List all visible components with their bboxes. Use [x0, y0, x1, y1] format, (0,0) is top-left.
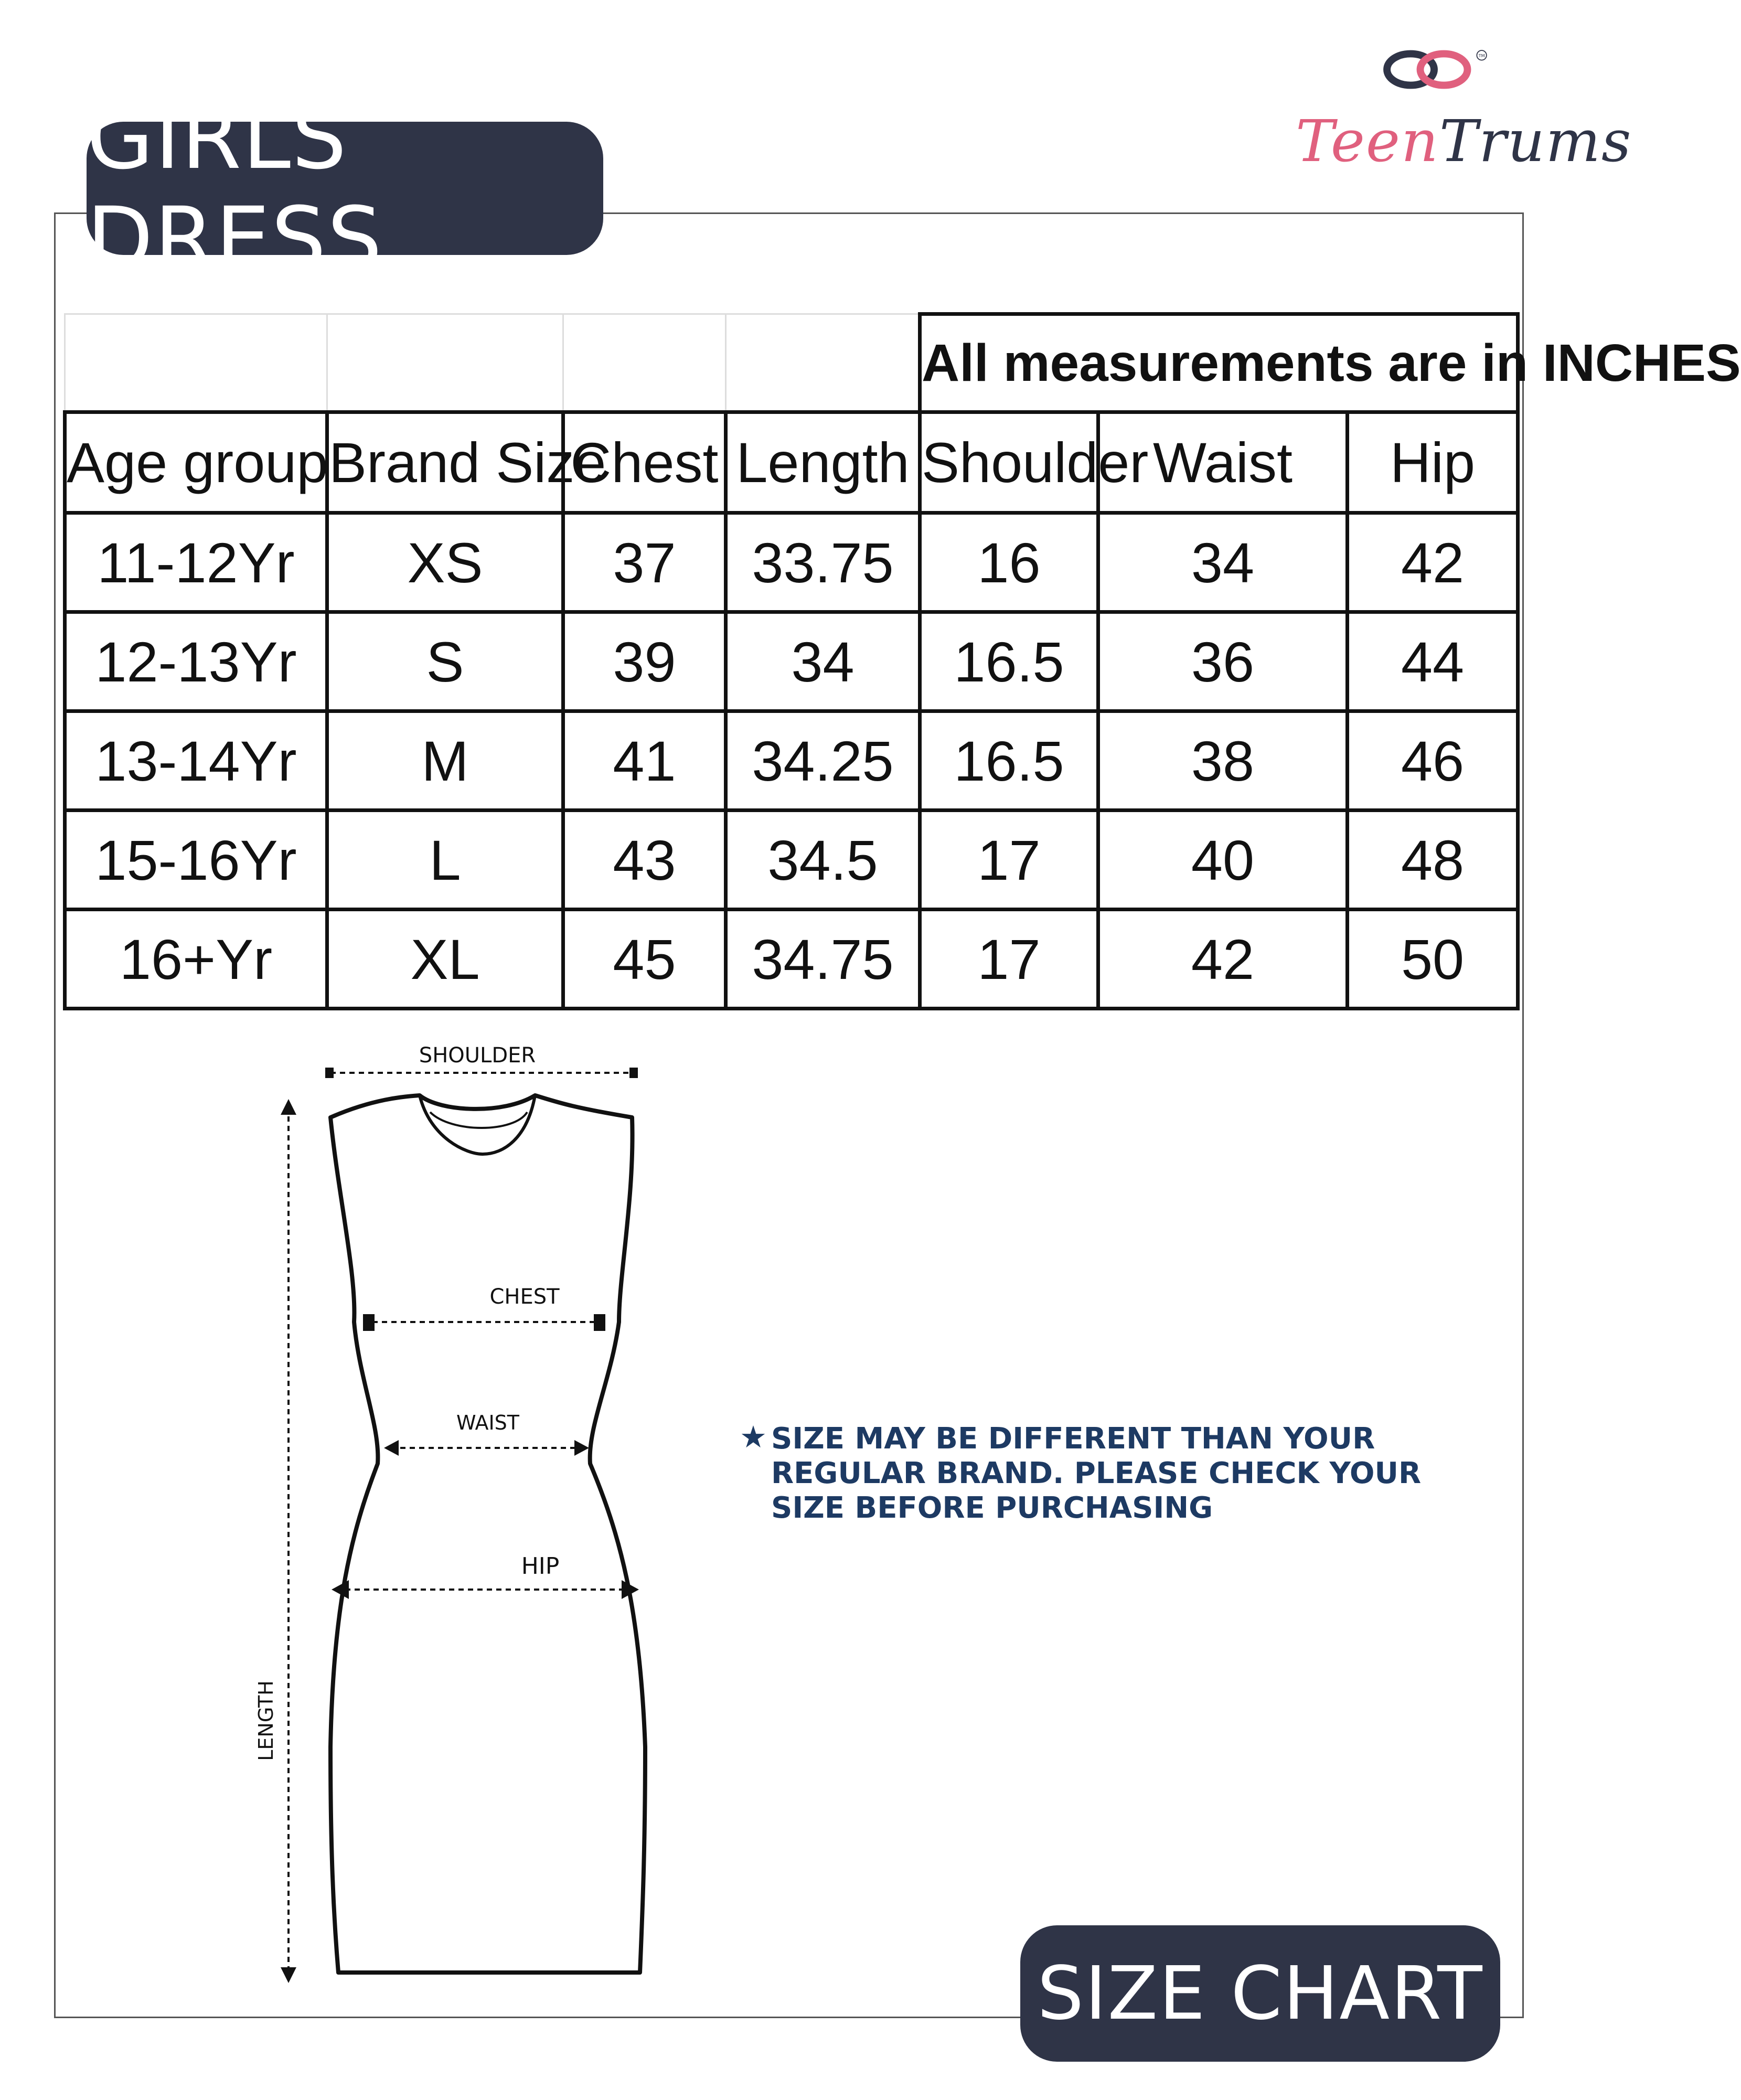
table-cell: 34.5: [726, 811, 920, 910]
table-cell: S: [327, 612, 563, 711]
page-title: GIRLS DRESS: [87, 122, 603, 255]
table-row: [65, 811, 1518, 910]
notice-line: REGULAR BRAND. PLEASE CHECK YOUR: [771, 1456, 1422, 1490]
table-cell: 48: [1348, 811, 1518, 910]
table-cell: 11-12Yr: [65, 513, 327, 612]
table-row: [65, 612, 1518, 711]
sizing-notice: [740, 1419, 1422, 1526]
table-cell: 42: [1348, 513, 1518, 612]
table-cell: 16: [920, 513, 1098, 612]
table-row: [65, 910, 1518, 1009]
table-cell: 50: [1348, 910, 1518, 1009]
table-cell: 39: [563, 612, 726, 711]
column-header: Waist: [1098, 412, 1348, 513]
table-cell: 37: [563, 513, 726, 612]
table-cell: 34.75: [726, 910, 920, 1009]
waist-label: WAIST: [456, 1411, 520, 1434]
table-cell: 36: [1098, 612, 1348, 711]
trademark-mark: TM: [1478, 53, 1485, 58]
shoulder-label: SHOULDER: [419, 1043, 536, 1068]
brand-wordmark: TeenTrums: [1296, 108, 1632, 175]
table-cell: 34.25: [726, 711, 920, 811]
table-row: [65, 711, 1518, 811]
column-header: Shoulder: [920, 412, 1098, 513]
units-note: All measurements are in INCHES: [920, 314, 1518, 412]
table-cell: XS: [327, 513, 563, 612]
table-cell: 34: [1098, 513, 1348, 612]
table-cell: 15-16Yr: [65, 811, 327, 910]
column-header: Age group: [65, 412, 327, 513]
star-icon: ★: [740, 1419, 767, 1455]
table-cell: 17: [920, 811, 1098, 910]
table-cell: 45: [563, 910, 726, 1009]
size-chart-label: SIZE CHART: [1020, 1925, 1500, 2062]
dress-diagram: [220, 1028, 692, 1994]
table-cell: 12-13Yr: [65, 612, 327, 711]
table-row: [65, 513, 1518, 612]
table-cell: 16+Yr: [65, 910, 327, 1009]
chest-label: CHEST: [489, 1285, 560, 1309]
table-note-row: [65, 314, 1518, 412]
size-table: [63, 312, 1741, 1010]
column-header: Hip: [1348, 412, 1518, 513]
column-header: Brand Size: [327, 412, 563, 513]
table-cell: L: [327, 811, 563, 910]
table-cell: 44: [1348, 612, 1518, 711]
table-header-row: [65, 412, 1518, 513]
table-cell: 17: [920, 910, 1098, 1009]
notice-line: SIZE BEFORE PURCHASING: [771, 1491, 1213, 1525]
table-cell: 38: [1098, 711, 1348, 811]
hip-label: HIP: [521, 1553, 560, 1580]
notice-line: SIZE MAY BE DIFFERENT THAN YOUR: [771, 1422, 1375, 1456]
table-cell: 13-14Yr: [65, 711, 327, 811]
blank-cell: [65, 314, 327, 412]
blank-cell: [563, 314, 726, 412]
table-cell: 41: [563, 711, 726, 811]
column-header: Length: [726, 412, 920, 513]
blank-cell: [327, 314, 563, 412]
table-cell: 16.5: [920, 711, 1098, 811]
dress-outline: [330, 1095, 645, 1973]
table-cell: XL: [327, 910, 563, 1009]
table-cell: 46: [1348, 711, 1518, 811]
table-cell: 16.5: [920, 612, 1098, 711]
blank-cell: [726, 314, 920, 412]
length-label: LENGTH: [254, 1680, 277, 1761]
table-cell: M: [327, 711, 563, 811]
table-cell: 42: [1098, 910, 1348, 1009]
column-header: Chest: [563, 412, 726, 513]
table-cell: 43: [563, 811, 726, 910]
table-cell: 40: [1098, 811, 1348, 910]
table-cell: 33.75: [726, 513, 920, 612]
table-cell: 34: [726, 612, 920, 711]
